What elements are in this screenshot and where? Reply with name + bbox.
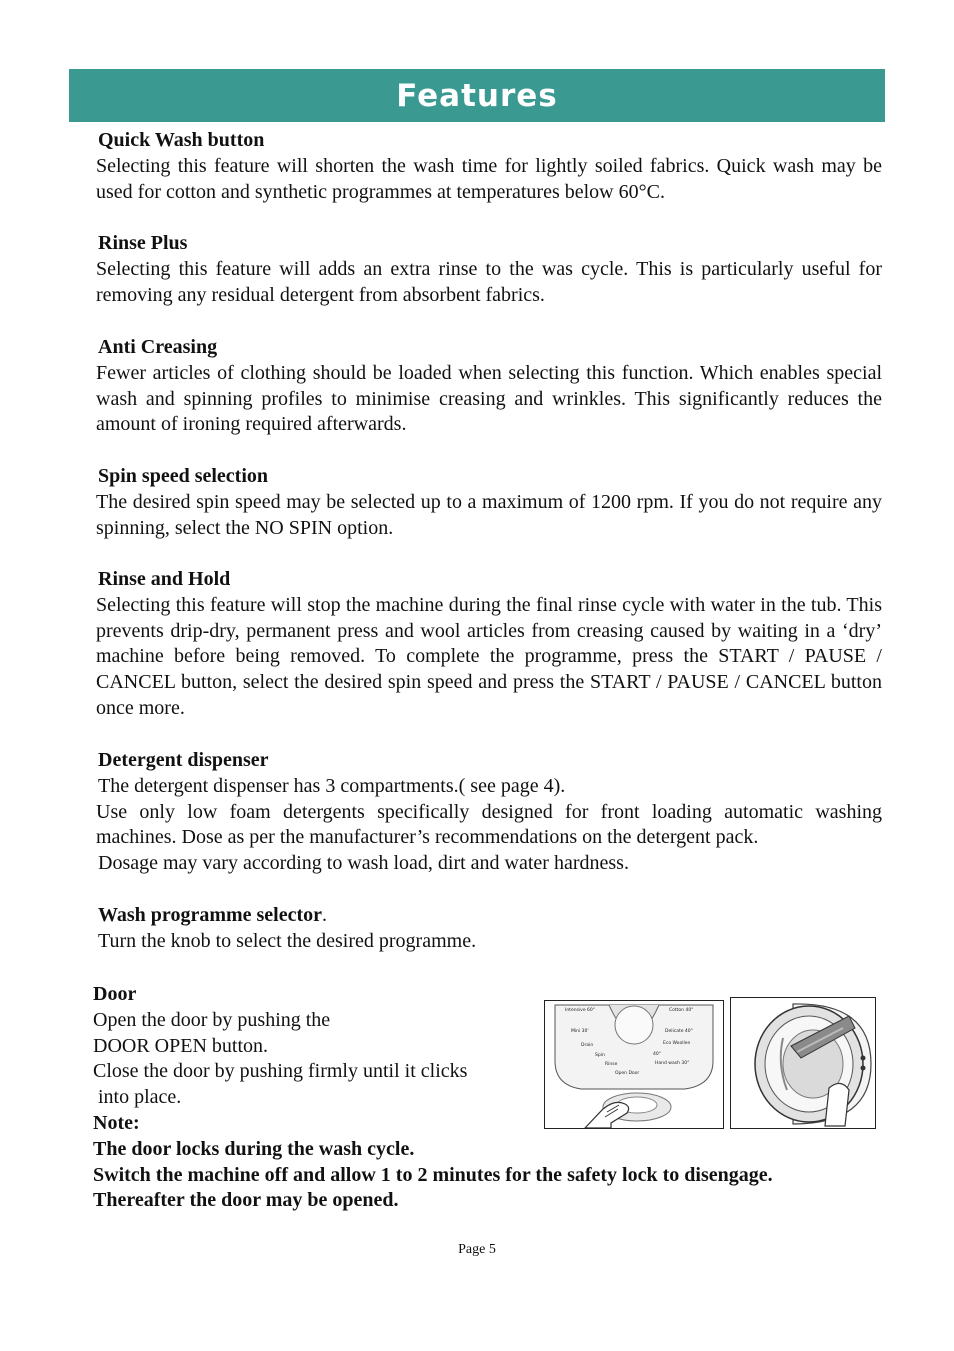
panel-label: Mini 30' bbox=[571, 1029, 589, 1034]
section-body: Selecting this feature will adds an extra rinse to the was cycle. This is particularly useful for removing any residual detergent from absorbent fabrics. bbox=[96, 257, 882, 306]
page-number: Page 5 bbox=[458, 1242, 496, 1257]
panel-label: Open Door bbox=[615, 1071, 640, 1076]
section-body: Selecting this feature will stop the machine during the final rinse cycle with water in the tub. This prevents drip-dry, permanent press and wool articles from creasing caused by waiting in a ‘dry’ machine before being removed. To complete the programme, press the START / PAUSE / CANCEL button, select the desired spin speed and press the START / PAUSE / CANCEL button once more. bbox=[96, 593, 882, 719]
door-drawing bbox=[731, 998, 875, 1128]
section-heading: Quick Wash button bbox=[98, 129, 265, 151]
door-line: into place. bbox=[93, 1086, 182, 1109]
section-line: The detergent dispenser has 3 compartments.( see page 4). bbox=[98, 774, 566, 797]
section-heading: Rinse Plus bbox=[98, 232, 188, 254]
note-label: Note: bbox=[93, 1111, 140, 1134]
panel-label: Hand wash 30° bbox=[655, 1061, 690, 1066]
section-heading: Door bbox=[93, 983, 137, 1005]
features-banner bbox=[69, 69, 885, 122]
door-illustration bbox=[730, 997, 876, 1129]
section-line: Dosage may vary according to wash load, dirt and water hardness. bbox=[98, 852, 629, 875]
section-body: Fewer articles of clothing should be loaded when selecting this function. Which enables special wash and spinning profiles to minimise creasing and wrinkles. This significantly reduces the amount of ironing required afterwards. bbox=[96, 361, 882, 436]
panel-label: Spin bbox=[595, 1053, 605, 1058]
section-anti-creasing bbox=[96, 335, 882, 438]
panel-label: Eco Woollen bbox=[663, 1041, 691, 1046]
section-body: The desired spin speed may be selected up to a maximum of 1200 rpm. If you do not require any spinning, select the NO SPIN option. bbox=[96, 490, 882, 539]
panel-label: 40° bbox=[653, 1052, 661, 1057]
section-body: Selecting this feature will shorten the wash time for lightly soiled fabrics. Quick wash may be used for cotton and synthetic programmes at temperatures below 60°C. bbox=[96, 154, 882, 203]
panel-label: Drain bbox=[581, 1043, 594, 1048]
panel-label: Cotton 40° bbox=[669, 1008, 694, 1013]
heading-suffix: . bbox=[322, 904, 328, 926]
note-line: Switch the machine off and allow 1 to 2 minutes for the safety lock to disengage. bbox=[93, 1163, 773, 1186]
section-heading: Anti Creasing bbox=[98, 336, 218, 358]
panel-label: Rinse bbox=[605, 1062, 618, 1067]
panel-label: Intensive 60° bbox=[565, 1008, 595, 1013]
section-detergent-dispenser bbox=[96, 748, 882, 877]
door-line: Open the door by pushing the bbox=[93, 1008, 331, 1031]
page-title: Features bbox=[396, 77, 558, 114]
section-heading: Rinse and Hold bbox=[98, 568, 231, 590]
section-wash-programme-selector bbox=[96, 903, 882, 955]
section-line: Use only low foam detergents specifically designed for front loading automatic washing machines. Dose as per the manufacturer’s recommendations on the detergent pack. bbox=[96, 800, 882, 849]
section-rinse-and-hold bbox=[96, 567, 882, 722]
note-line: The door locks during the wash cycle. bbox=[93, 1137, 415, 1160]
control-panel-drawing bbox=[545, 1001, 723, 1128]
door-line: DOOR OPEN button. bbox=[93, 1034, 269, 1057]
section-heading: Wash programme selector bbox=[98, 904, 323, 926]
panel-label: Delicate 40° bbox=[665, 1029, 693, 1034]
section-heading: Detergent dispenser bbox=[98, 749, 269, 771]
door-line: Close the door by pushing firmly until it clicks bbox=[93, 1060, 468, 1083]
note-line: Thereafter the door may be opened. bbox=[93, 1189, 399, 1212]
section-body: Turn the knob to select the desired programme. bbox=[98, 929, 477, 952]
door-instructions bbox=[93, 1008, 533, 1111]
section-quick-wash bbox=[96, 128, 882, 205]
section-rinse-plus bbox=[96, 231, 882, 308]
section-spin-speed bbox=[96, 464, 882, 541]
section-heading: Spin speed selection bbox=[98, 465, 269, 487]
control-panel-illustration bbox=[544, 1000, 724, 1129]
